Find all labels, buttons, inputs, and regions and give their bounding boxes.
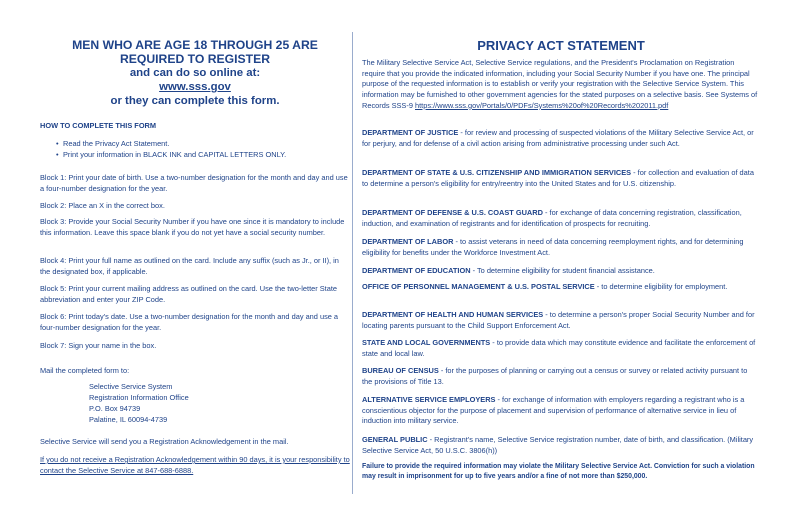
left-subtitle-line3: or they can complete this form. xyxy=(110,95,280,107)
left-title-line1: MEN WHO ARE AGE 18 THROUGH 25 ARE xyxy=(72,38,318,52)
entry-heading: STATE AND LOCAL GOVERNMENTS xyxy=(362,338,491,347)
entry-text: - To determine eligibility for student financial assistance. xyxy=(470,266,655,275)
bullet-icon: • xyxy=(56,139,59,148)
privacy-entry xyxy=(362,237,758,258)
entry-heading: GENERAL PUBLIC xyxy=(362,435,428,444)
mail-intro: Mail the completed form to: xyxy=(40,366,130,375)
list-item xyxy=(56,150,350,160)
privacy-entry xyxy=(362,366,758,387)
entry-text: - for exchange of data concerning registration, classification, induction, and examination of registrants and for identification of prospects for recruiting. xyxy=(362,208,742,228)
block-1-instruction: Block 1: Print your date of birth. Use a two-number designation for the month and day and use a four-number designation for the year. xyxy=(40,173,348,193)
entry-heading: DEPARTMENT OF STATE & U.S. CITIZENSHIP AND IMMIGRATION SERVICES xyxy=(362,168,632,177)
entry-text: - for exchange of information with employers regarding a registrant who is a conscientious objector for the purpose of placement and supervision of performance of alternative service in lieu of induction into military service. xyxy=(362,395,745,426)
entry-heading: DEPARTMENT OF EDUCATION xyxy=(362,266,471,275)
block-2-instruction: Block 2: Place an X in the correct box. xyxy=(40,201,165,210)
entry-heading: BUREAU OF CENSUS xyxy=(362,366,439,375)
column-divider xyxy=(352,32,353,494)
entry-heading: DEPARTMENT OF JUSTICE xyxy=(362,128,459,137)
entry-text: - to determine eligibility for employment. xyxy=(594,282,728,291)
acknowledgement-text: Selective Service will send you a Registration Acknowledgement in the mail. xyxy=(40,437,289,446)
privacy-entry xyxy=(362,168,758,189)
privacy-intro-text: The Military Selective Service Act, Selective Service regulations, and the President's Proclamation on Registration require that you provide the indicated information, including your Social Security Number if you have one. The principal purpose of the requested information is to establish or verify your registration with the Selective Service System. This information may be furnished to other government agencies for the stated purposes on a selective basis. See Systems of Records SSS-9 xyxy=(362,58,758,110)
privacy-entry xyxy=(362,395,758,427)
privacy-entry xyxy=(362,208,758,229)
entry-heading: OFFICE OF PERSONNEL MANAGEMENT & U.S. POSTAL SERVICE xyxy=(362,282,595,291)
contact-notice: If you do not receive a Registration Acknowledgement within 90 days, it is your responsibility to contact the Selective Service at 847-688-6888. xyxy=(40,455,350,475)
address-line: Selective Service System xyxy=(89,382,173,391)
entry-text: - to assist veterans in need of data concerning reemployment rights, and for determining eligibility for benefits under the Workforce Investment Act. xyxy=(362,237,744,257)
entry-heading: DEPARTMENT OF HEALTH AND HUMAN SERVICES xyxy=(362,310,544,319)
privacy-entry xyxy=(362,128,758,149)
entry-text: - for the purposes of planning or carrying out a census or survey or related activity pursuant to the provisions of Title 13. xyxy=(362,366,748,386)
privacy-entry xyxy=(362,266,758,277)
entry-heading: DEPARTMENT OF DEFENSE & U.S. COAST GUARD xyxy=(362,208,543,217)
violation-warning: Failure to provide the required information may violate the Military Selective Service Act. Conviction for such a violation may result in imprisonment for up to five years and/or a fine of not more than $250,000. xyxy=(362,463,755,481)
sss-website-link[interactable]: www.sss.gov xyxy=(159,81,231,93)
privacy-act-title: PRIVACY ACT STATEMENT xyxy=(477,38,645,53)
privacy-entry xyxy=(362,435,758,456)
address-line: P.O. Box 94739 xyxy=(89,404,141,413)
systems-of-records-link[interactable]: https://www.sss.gov/Portals/0/PDFs/Systems%20of%20Records%202011.pdf xyxy=(415,100,669,110)
entry-text: - to determine a person's proper Social Security Number and for locating parents pursuant to the Child Support Enforcement Act. xyxy=(362,310,755,330)
list-item xyxy=(56,139,350,149)
entry-heading: DEPARTMENT OF LABOR xyxy=(362,237,454,246)
bullet-icon: • xyxy=(56,150,59,159)
address-line: Palatine, IL 60094-4739 xyxy=(89,415,168,424)
entry-heading: ALTERNATIVE SERVICE EMPLOYERS xyxy=(362,395,496,404)
block-4-instruction: Block 4: Print your full name as outlined on the card. Include any suffix (such as Jr., or II), in the designated box, if applicable. xyxy=(40,256,339,276)
entry-text: - for collection and evaluation of data to determine a person's eligibility for entry/reentry into the United States and for U.S. citizenship. xyxy=(362,168,754,188)
entry-text: - for review and processing of suspected violations of the Military Selective Service Act, or for perjury, and for defense of a civil action arising from administrative processing under such Act. xyxy=(362,128,754,148)
entry-text: - to provide data which may constitute evidence and facilitate the enforcement of state and local law. xyxy=(362,338,756,358)
bullet-text: Read the Privacy Act Statement. xyxy=(63,139,170,148)
left-title-line2: REQUIRED TO REGISTER xyxy=(119,52,271,66)
entry-text: - Registrant's name, Selective Service registration number, date of birth, and classification. (Military Selective Service Act, 50 U.S.C. 3806(h)) xyxy=(362,435,754,455)
block-6-instruction: Block 6: Print today's date. Use a two-number designation for the month and day and use a four-number designation for the year. xyxy=(40,312,339,332)
left-subtitle-line1: and can do so online at: xyxy=(129,67,261,79)
block-5-instruction: Block 5: Print your current mailing address as outlined on the card. Use the two-letter State abbreviation and enter your ZIP Code. xyxy=(40,284,338,304)
howto-heading: HOW TO COMPLETE THIS FORM xyxy=(40,121,157,130)
privacy-intro xyxy=(362,58,758,112)
privacy-entry xyxy=(362,310,758,331)
address-line: Registration Information Office xyxy=(89,393,189,402)
block-7-instruction: Block 7: Sign your name in the box. xyxy=(40,341,157,350)
bullet-text: Print your information in BLACK INK and CAPITAL LETTERS ONLY. xyxy=(63,150,287,159)
privacy-entry xyxy=(362,282,758,293)
privacy-entry xyxy=(362,338,758,359)
block-3-instruction: Block 3: Provide your Social Security Number if you have one since it is mandatory to include this information. Leave this space blank if you do not yet have a social security number. xyxy=(40,217,345,237)
